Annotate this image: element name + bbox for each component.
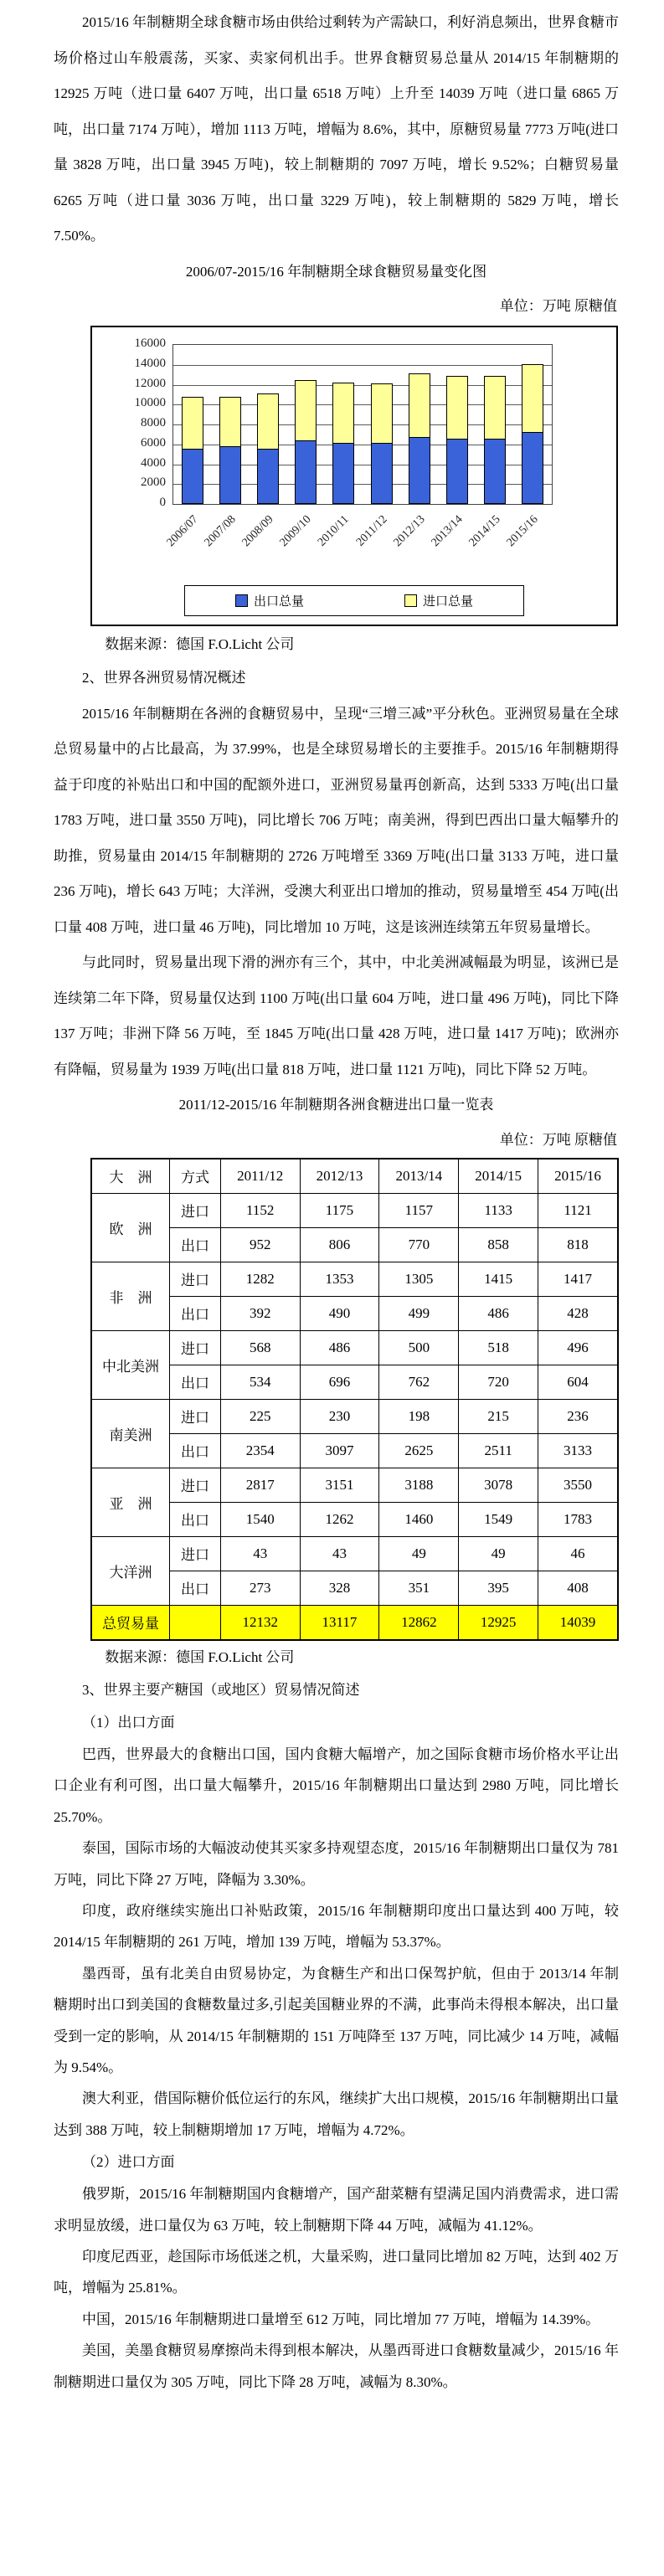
chart-title: 2006/07-2015/16 年制糖期全球食糖贸易量变化图 [185, 263, 487, 280]
bar-segment-export [332, 444, 354, 504]
mode-cell: 出口 [170, 1365, 221, 1399]
value-cell: 3550 [538, 1468, 618, 1502]
value-cell: 604 [538, 1365, 618, 1399]
table-header-cell: 2011/12 [220, 1159, 300, 1194]
value-cell: 49 [379, 1536, 459, 1571]
table-title: 2011/12-2015/16 年制糖期各洲食糖进出口量一览表 [178, 1097, 494, 1113]
table-row [91, 1468, 618, 1502]
table-row [91, 1227, 618, 1262]
value-cell: 3188 [379, 1468, 459, 1502]
value-cell: 952 [220, 1227, 300, 1262]
grid-line [173, 365, 552, 366]
value-cell: 500 [379, 1330, 459, 1365]
continent-cell: 大洋洲 [91, 1536, 170, 1605]
value-cell: 225 [220, 1399, 300, 1433]
value-cell: 1282 [220, 1262, 300, 1296]
table-row [91, 1536, 618, 1571]
section2-paragraph-1: 2015/16 年制糖期在各洲的食糖贸易中，呈现“三增三减”平分秋色。亚洲贸易量在全球总贸易量中的占比最高，为 37.99%，也是全球贸易增长的主要推手。2015/16 年制糖期得益于印度的补贴出口和中国的配额外进口，亚洲贸易量再创新高，达到 5333 万吨(出口量 1783 万吨，进口量 3550 万吨)，同比增长 706 万吨；南美洲，得到巴西出口量大幅攀升的助推，贸易量由 2014/15 年制糖期的 2726 万吨增至 3369 万吨(出口量 3133 万吨，进口量 236 万吨)，增长 643 万吨；大洋洲，受澳大利亚出口增加的推动，贸易量增至 454 万吨(出口量 408 万吨，进口量 46 万吨)，同比增加 10 万吨，这是该洲连续第五年贸易量增长。 [54, 705, 619, 935]
mode-cell: 进口 [170, 1399, 221, 1433]
section2-heading: 2、世界各洲贸易情况概述 [82, 670, 246, 686]
value-cell: 215 [459, 1399, 538, 1433]
legend-item-import [404, 592, 473, 609]
y-axis-label: 12000 [134, 376, 166, 390]
table-row [91, 1399, 618, 1433]
value-cell: 408 [538, 1571, 618, 1605]
value-cell: 428 [538, 1296, 618, 1330]
value-cell: 486 [459, 1296, 538, 1330]
export-paragraph: 印度，政府继续实施出口补贴政策，2015/16 年制糖期印度出口量达到 400 万吨，较 2014/15 年制糖期的 261 万吨，增加 139 万吨，增幅为 53.37%。 [54, 1903, 619, 1951]
x-axis-label: 2006/07 [164, 513, 201, 550]
total-value-cell: 12132 [220, 1605, 300, 1640]
stacked-bar [182, 397, 203, 504]
table-row [91, 1502, 618, 1536]
table-header-cell: 2013/14 [379, 1159, 459, 1194]
table-row [91, 1571, 618, 1605]
section2-paragraph-2: 与此同时，贸易量出现下滑的洲亦有三个，其中，中北美洲减幅最为明显，该洲已是连续第二年下降，贸易量仅达到 1100 万吨(出口量 604 万吨，进口量 496 万吨)，同比下降 137 万吨；非洲下降 56 万吨，至 1845 万吨(出口量 428 万吨，进口量 1417 万吨)；欧洲亦有降幅，贸易量为 1939 万吨(出口量 818 万吨，进口量 1121 万吨)，同比下降 52 万吨。 [54, 954, 619, 1077]
continent-cell: 中北美洲 [91, 1330, 170, 1399]
value-cell: 395 [459, 1571, 538, 1605]
legend-export-label: 出口总量 [253, 595, 304, 609]
table-row [91, 1365, 618, 1399]
value-cell: 518 [459, 1330, 538, 1365]
mode-cell: 出口 [170, 1296, 221, 1330]
x-axis-label: 2012/13 [391, 513, 428, 550]
bar-segment-import [409, 373, 430, 437]
section3-heading: 3、世界主要产糖国（或地区）贸易情况简述 [82, 1681, 360, 1698]
mode-cell: 出口 [170, 1571, 221, 1605]
total-empty-cell [170, 1605, 221, 1640]
value-cell: 273 [220, 1571, 300, 1605]
value-cell: 3151 [300, 1468, 379, 1502]
export-paragraph: 巴西，世界最大的食糖出口国，国内食糖大幅增产，加之国际食糖市场价格水平让出口企业有利可图，出口量大幅攀升，2015/16 年制糖期出口量达到 2980 万吨，同比增长 25.70%。 [54, 1746, 619, 1825]
bar-segment-export [182, 450, 203, 504]
table-unit-label: 单位：万吨 原糖值 [499, 1131, 617, 1148]
value-cell: 1121 [538, 1193, 618, 1227]
continent-cell: 南美洲 [91, 1399, 170, 1468]
value-cell: 49 [459, 1536, 538, 1571]
table-row [91, 1193, 618, 1227]
table-row [91, 1330, 618, 1365]
value-cell: 1353 [300, 1262, 379, 1296]
import-swatch-icon [404, 594, 417, 607]
bar-segment-export [257, 450, 279, 504]
continent-cell: 亚 洲 [91, 1468, 170, 1536]
export-subheading: （1）出口方面 [82, 1714, 175, 1730]
bar-segment-export [522, 433, 543, 504]
import-paragraph: 俄罗斯，2015/16 年制糖期国内食糖增产，国产甜菜糖有望满足国内消费需求，进口需求明显放缓，进口量仅为 63 万吨，较上制糖期下降 44 万吨，减幅为 41.12%。 [54, 2186, 619, 2234]
total-label-cell: 总贸易量 [91, 1605, 170, 1640]
y-axis-label: 2000 [141, 476, 166, 490]
table-header-cell: 方式 [170, 1159, 221, 1194]
bar-segment-export [484, 440, 506, 504]
value-cell: 534 [220, 1365, 300, 1399]
stacked-bar [409, 373, 430, 504]
legend-item-export [235, 592, 304, 609]
table-header-row [91, 1159, 618, 1194]
intro-paragraph: 2015/16 年制糖期全球食糖市场由供给过剩转为产需缺口，利好消息频出，世界食糖市场价格过山车般震荡，买家、卖家伺机出手。世界食糖贸易总量从 2014/15 年制糖期的 12925 万吨（进口量 6407 万吨，出口量 6518 万吨）上升至 14039 万吨（进口量 6865 万吨，出口量 7174 万吨），增加 1113 万吨，增幅为 8.6%，其中，原糖贸易量 7773 万吨(进口量 3828 万吨，出口量 3945 万吨)，较上制糖期的 7097 万吨，增长 9.52%；白糖贸易量 6265 万吨（进口量 3036 万吨，出口量 3229 万吨)，较上制糖期的 5829 万吨，增长 7.50%。 [54, 14, 619, 244]
x-axis-label: 2009/10 [277, 513, 314, 550]
value-cell: 1417 [538, 1262, 618, 1296]
mode-cell: 出口 [170, 1433, 221, 1468]
import-subheading: （2）进口方面 [82, 2154, 175, 2171]
y-axis-label: 8000 [141, 416, 166, 430]
export-paragraph: 泰国，国际市场的大幅波动使其买家多持观望态度，2015/16 年制糖期出口量仅为 781 万吨，同比下降 27 万吨，降幅为 3.30%。 [54, 1840, 619, 1888]
table-header-cell: 2015/16 [538, 1159, 618, 1194]
value-cell: 1549 [459, 1502, 538, 1536]
y-axis-label: 0 [159, 496, 166, 510]
value-cell: 46 [538, 1536, 618, 1571]
value-cell: 2354 [220, 1433, 300, 1468]
x-axis-label: 2015/16 [504, 513, 541, 550]
legend-import-label: 进口总量 [423, 595, 474, 609]
x-axis-label: 2010/11 [316, 513, 352, 549]
value-cell: 43 [300, 1536, 379, 1571]
export-paragraph: 澳大利亚，借国际糖价低位运行的东风，继续扩大出口规模，2015/16 年制糖期出口量达到 388 万吨，较上制糖期增加 17 万吨，增幅为 4.72%。 [54, 2090, 619, 2138]
table-header-cell: 2012/13 [300, 1159, 379, 1194]
continent-cell: 欧 洲 [91, 1193, 170, 1262]
total-value-cell: 12862 [379, 1605, 459, 1640]
value-cell: 1262 [300, 1502, 379, 1536]
value-cell: 818 [538, 1227, 618, 1262]
bar-segment-import [371, 383, 393, 444]
chart-legend [184, 585, 524, 616]
value-cell: 858 [459, 1227, 538, 1262]
y-axis-label: 4000 [141, 455, 166, 470]
stacked-bar [446, 376, 468, 504]
x-axis-label: 2007/08 [202, 513, 239, 550]
value-cell: 1783 [538, 1502, 618, 1536]
import-paragraph: 印度尼西亚，趁国际市场低迷之机，大量采购，进口量同比增加 82 万吨，达到 402 万吨，增幅为 25.81%。 [54, 2249, 619, 2296]
chart-source: 数据来源：德国 F.O.Licht 公司 [105, 636, 295, 653]
value-cell: 3097 [300, 1433, 379, 1468]
stacked-bar [295, 380, 317, 504]
table-header-cell: 大 洲 [91, 1159, 170, 1194]
mode-cell: 出口 [170, 1227, 221, 1262]
value-cell: 328 [300, 1571, 379, 1605]
value-cell: 490 [300, 1296, 379, 1330]
value-cell: 230 [300, 1399, 379, 1433]
total-value-cell: 14039 [538, 1605, 618, 1640]
value-cell: 3078 [459, 1468, 538, 1502]
value-cell: 3133 [538, 1433, 618, 1468]
value-cell: 351 [379, 1571, 459, 1605]
value-cell: 499 [379, 1296, 459, 1330]
x-axis-label: 2014/15 [466, 513, 503, 550]
bar-segment-export [295, 441, 317, 504]
value-cell: 1157 [379, 1193, 459, 1227]
value-cell: 2625 [379, 1433, 459, 1468]
bar-segment-export [371, 444, 393, 504]
bar-segment-import [219, 397, 241, 448]
value-cell: 2817 [220, 1468, 300, 1502]
chart-x-axis-labels [164, 505, 551, 585]
mode-cell: 进口 [170, 1468, 221, 1502]
bar-segment-export [219, 447, 241, 504]
bar-segment-import [484, 376, 506, 440]
total-value-cell: 12925 [459, 1605, 538, 1640]
value-cell: 392 [220, 1296, 300, 1330]
stacked-bar [484, 376, 506, 504]
mode-cell: 进口 [170, 1193, 221, 1227]
chart-plot-area [134, 337, 553, 510]
value-cell: 198 [379, 1399, 459, 1433]
bar-segment-import [446, 376, 468, 440]
chart-unit-label: 单位：万吨 原糖值 [499, 298, 617, 314]
value-cell: 486 [300, 1330, 379, 1365]
mode-cell: 进口 [170, 1536, 221, 1571]
import-paragraph: 中国，2015/16 年制糖期进口量增至 612 万吨，同比增加 77 万吨，增幅为 14.39%。 [82, 2311, 600, 2327]
value-cell: 720 [459, 1365, 538, 1399]
bar-segment-import [257, 393, 279, 450]
table-source: 数据来源：德国 F.O.Licht 公司 [105, 1648, 295, 1665]
value-cell: 1305 [379, 1262, 459, 1296]
value-cell: 236 [538, 1399, 618, 1433]
y-axis-label: 6000 [141, 435, 166, 450]
bar-segment-export [409, 438, 430, 504]
bar-segment-import [182, 397, 203, 450]
table-header-cell: 2014/15 [459, 1159, 538, 1194]
value-cell: 1460 [379, 1502, 459, 1536]
value-cell: 43 [220, 1536, 300, 1571]
table-body [91, 1193, 618, 1640]
stacked-bar [371, 383, 393, 504]
stacked-bar [219, 397, 241, 504]
value-cell: 1175 [300, 1193, 379, 1227]
y-axis-label: 10000 [134, 396, 166, 410]
x-axis-label: 2011/12 [353, 513, 390, 549]
value-cell: 762 [379, 1365, 459, 1399]
value-cell: 696 [300, 1365, 379, 1399]
bar-segment-export [446, 440, 468, 504]
y-axis-label: 16000 [134, 337, 166, 351]
export-paragraph: 墨西哥，虽有北美自由贸易协定，为食糖生产和出口保驾护航，但由于 2013/14 年制糖期时出口到美国的食糖数量过多,引起美国糖业界的不满，此事尚未得根本解决，出口量受到一定的影响，从 2014/15 年制糖期的 151 万吨降至 137 万吨，同比减少 14 万吨，减幅为 9.54%。 [54, 1965, 619, 2075]
mode-cell: 进口 [170, 1330, 221, 1365]
value-cell: 568 [220, 1330, 300, 1365]
continent-cell: 非 洲 [91, 1262, 170, 1330]
value-cell: 806 [300, 1227, 379, 1262]
value-cell: 2511 [459, 1433, 538, 1468]
table-row [91, 1296, 618, 1330]
value-cell: 496 [538, 1330, 618, 1365]
bar-segment-import [332, 383, 354, 443]
stacked-bar [257, 393, 279, 504]
section3 [54, 1674, 619, 2398]
value-cell: 1415 [459, 1262, 538, 1296]
value-cell: 1540 [220, 1502, 300, 1536]
y-axis-label: 14000 [134, 356, 166, 370]
mode-cell: 进口 [170, 1262, 221, 1296]
continent-trade-table [90, 1158, 619, 1641]
import-paragraph: 美国，美墨食糖贸易摩擦尚未得到根本解决，从墨西哥进口食糖数量减少，2015/16 年制糖期进口量仅为 305 万吨，同比下降 28 万吨，减幅为 8.30%。 [54, 2342, 619, 2390]
table-row [91, 1433, 618, 1468]
export-swatch-icon [235, 594, 248, 607]
mode-cell: 出口 [170, 1502, 221, 1536]
stacked-bar [522, 364, 543, 504]
x-axis-label: 2008/09 [239, 513, 276, 550]
value-cell: 770 [379, 1227, 459, 1262]
total-value-cell: 13117 [300, 1605, 379, 1640]
table-header [91, 1159, 618, 1194]
value-cell: 1152 [220, 1193, 300, 1227]
total-row [91, 1605, 618, 1640]
trade-volume-chart [90, 326, 618, 626]
value-cell: 1133 [459, 1193, 538, 1227]
stacked-bar [332, 383, 354, 504]
bar-segment-import [295, 380, 317, 442]
table-row [91, 1262, 618, 1296]
bar-segment-import [522, 364, 543, 433]
x-axis-label: 2013/14 [429, 513, 466, 550]
